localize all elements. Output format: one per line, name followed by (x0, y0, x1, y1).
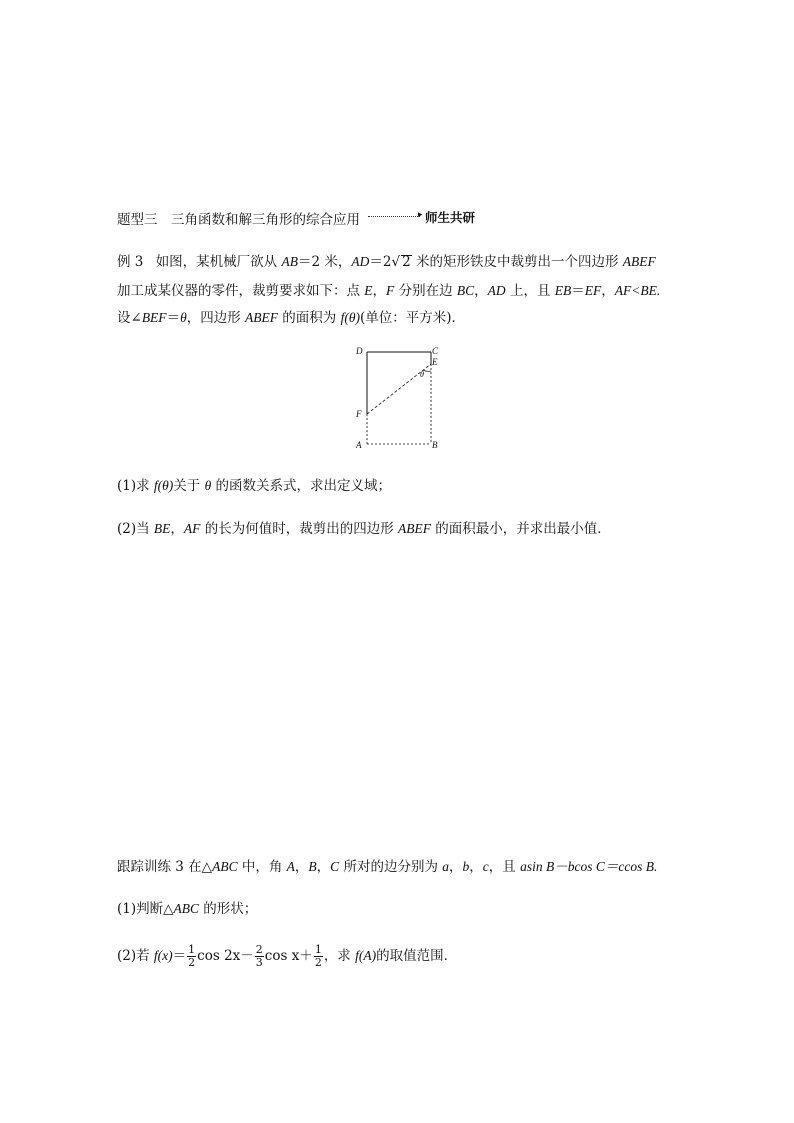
label-theta: θ (420, 370, 424, 379)
training-line-1: 跟踪训练 3 在△ABC 中，角 A，B，C 所对的边分别为 a，b，c，且 asin B－bcos C＝ccos B. (117, 859, 658, 875)
section-arrow-line (368, 216, 420, 217)
label-C: C (432, 346, 439, 356)
label-B: B (432, 440, 438, 450)
arrow-head-icon: ▸ (418, 210, 423, 220)
question-1: (1)求 f(θ)关于 θ 的函数关系式，求出定义域； (117, 478, 392, 494)
fraction-two-thirds: $\frac{2}{3}$ (255, 943, 263, 969)
section-tag: 师生共研 (425, 210, 476, 225)
label-F: F (356, 409, 362, 419)
fraction-one-half-2: $\frac{1}{2}$ (314, 943, 322, 969)
example-line-1: 例 3 如图，某机械厂欲从 AB＝2 米，AD＝2√ 2 米的矩形铁皮中裁剪出一个四边形 ABEF (117, 254, 656, 270)
label-D: D (356, 346, 363, 356)
label-A: A (356, 440, 362, 450)
sqrt-symbol: √ (391, 254, 401, 270)
training-part-2: (2)若 f(x)＝ $\frac{1}{2}$ cos 2x－ $\frac{2}{3}$ cos x＋ $\frac{1}{2}$ ，求 f(A)的取值范围． (117, 943, 458, 969)
question-2: (2)当 BE，AF 的长为何值时，裁剪出的四边形 ABEF 的面积最小，并求出最小值． (117, 521, 611, 537)
section-title: 题型三 三角函数和解三角形的综合应用 (117, 212, 360, 228)
training-equation: asin B－bcos C＝ccos B. (520, 859, 658, 874)
fraction-one-half: $\frac{1}{2}$ (188, 943, 196, 969)
rectangle-figure (350, 343, 450, 455)
example-label: 例 3 (117, 254, 144, 270)
training-label: 跟踪训练 3 (117, 859, 184, 875)
training-part-1: (1)判断△ABC 的形状； (117, 901, 258, 917)
example-line-3: 设∠BEF＝θ，四边形 ABEF 的面积为 f(θ)(单位：平方米)． (117, 310, 466, 326)
example-line-2: 加工成某仪器的零件，裁剪要求如下：点 E，F 分别在边 BC，AD 上，且 EB＝EF，AF<BE. (117, 283, 661, 299)
label-E: E (432, 357, 438, 367)
